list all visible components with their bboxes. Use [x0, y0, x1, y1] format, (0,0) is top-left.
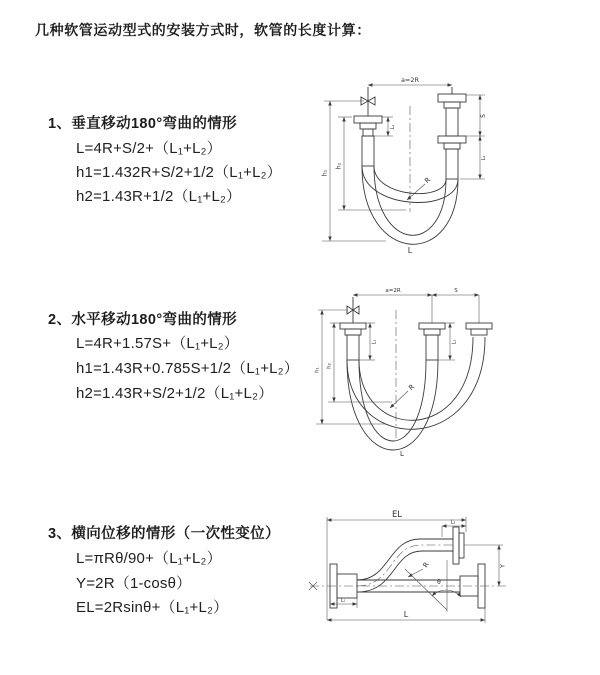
dim-label-r: R	[423, 175, 433, 186]
dim-label-l: L	[403, 610, 409, 619]
left-fitting	[340, 323, 366, 360]
diagram-vertical-180-bend	[308, 70, 593, 258]
dim-label-l1: L₁	[371, 339, 378, 345]
dim-label-l2: L₂	[450, 519, 456, 526]
hose-assembly	[354, 87, 466, 244]
middle-fitting	[419, 295, 445, 360]
section-2-heading: 2、水平移动180°弯曲的情形	[48, 312, 238, 328]
valve-icon	[361, 87, 375, 116]
dim-label-l1: L₁	[390, 124, 396, 130]
diagram-lateral-displacement	[302, 492, 598, 644]
valve-icon	[347, 297, 359, 323]
dim-label-l2: L₂	[451, 339, 458, 345]
section-1-heading: 1、垂直移动180°弯曲的情形	[48, 116, 238, 132]
dim-label-h1: h₁	[321, 169, 329, 177]
dim-label-s: S	[480, 114, 487, 118]
dim-label-s: S	[454, 288, 458, 294]
section-2-formula-L: L=4R+1.57S+（L₁+L₂）	[76, 335, 239, 352]
hose-assembly	[340, 295, 492, 450]
section-1-formula-h2: h2=1.43R+1/2（L₁+L₂）	[76, 188, 242, 205]
dim-label-l: L	[400, 450, 404, 458]
dim-label-l1: L₁	[340, 597, 346, 604]
dim-label-width: a=2R	[400, 76, 420, 84]
diagram-horizontal-180-bend	[306, 282, 596, 462]
dim-label-l: L	[407, 246, 413, 255]
section-2-formula-h2: h2=1.43R+S/2+1/2（L₁+L₂）	[76, 385, 274, 402]
section-3-formula-EL: EL=2Rsinθ+（L₁+L₂）	[76, 599, 229, 616]
dim-label-h2: h₂	[326, 363, 333, 369]
hose-loop	[347, 337, 485, 450]
left-fitting	[354, 116, 382, 166]
dimensions	[315, 288, 480, 458]
angle-label-theta: θ	[437, 579, 441, 586]
dim-label-h2: h₂	[335, 162, 343, 170]
dim-label-r: R	[421, 560, 431, 570]
right-fitting-displaced	[453, 527, 464, 564]
section-3-formula-L: L=πRθ/90+（L₁+L₂）	[76, 550, 222, 567]
dim-label-width: a=2R	[385, 288, 401, 294]
section-2-formula-h1: h1=1.43R+0.785S+1/2（L₁+L₂）	[76, 360, 299, 377]
dimensions	[322, 76, 488, 255]
hose-assembly	[309, 527, 508, 612]
section-3-heading: 3、横向位移的情形（一次性变位）	[48, 526, 280, 542]
dim-label-r: R	[407, 382, 417, 393]
right-fitting	[438, 87, 466, 179]
dimensions	[327, 510, 507, 623]
dim-label-el: EL	[391, 510, 403, 520]
right-fitting	[466, 295, 492, 335]
dim-label-l2: L₂	[481, 155, 487, 161]
dim-label-h1: h₁	[314, 367, 321, 373]
section-3-formula-Y: Y=2R（1-cosθ）	[76, 575, 192, 592]
page-title: 几种软管运动型式的安装方式时，软管的长度计算：	[35, 22, 371, 38]
section-1-formula-h1: h1=1.432R+S/2+1/2（L₁+L₂）	[76, 164, 282, 181]
section-1-formula-L: L=4R+S/2+（L₁+L₂）	[76, 140, 222, 157]
dim-label-y: Y	[498, 564, 507, 568]
